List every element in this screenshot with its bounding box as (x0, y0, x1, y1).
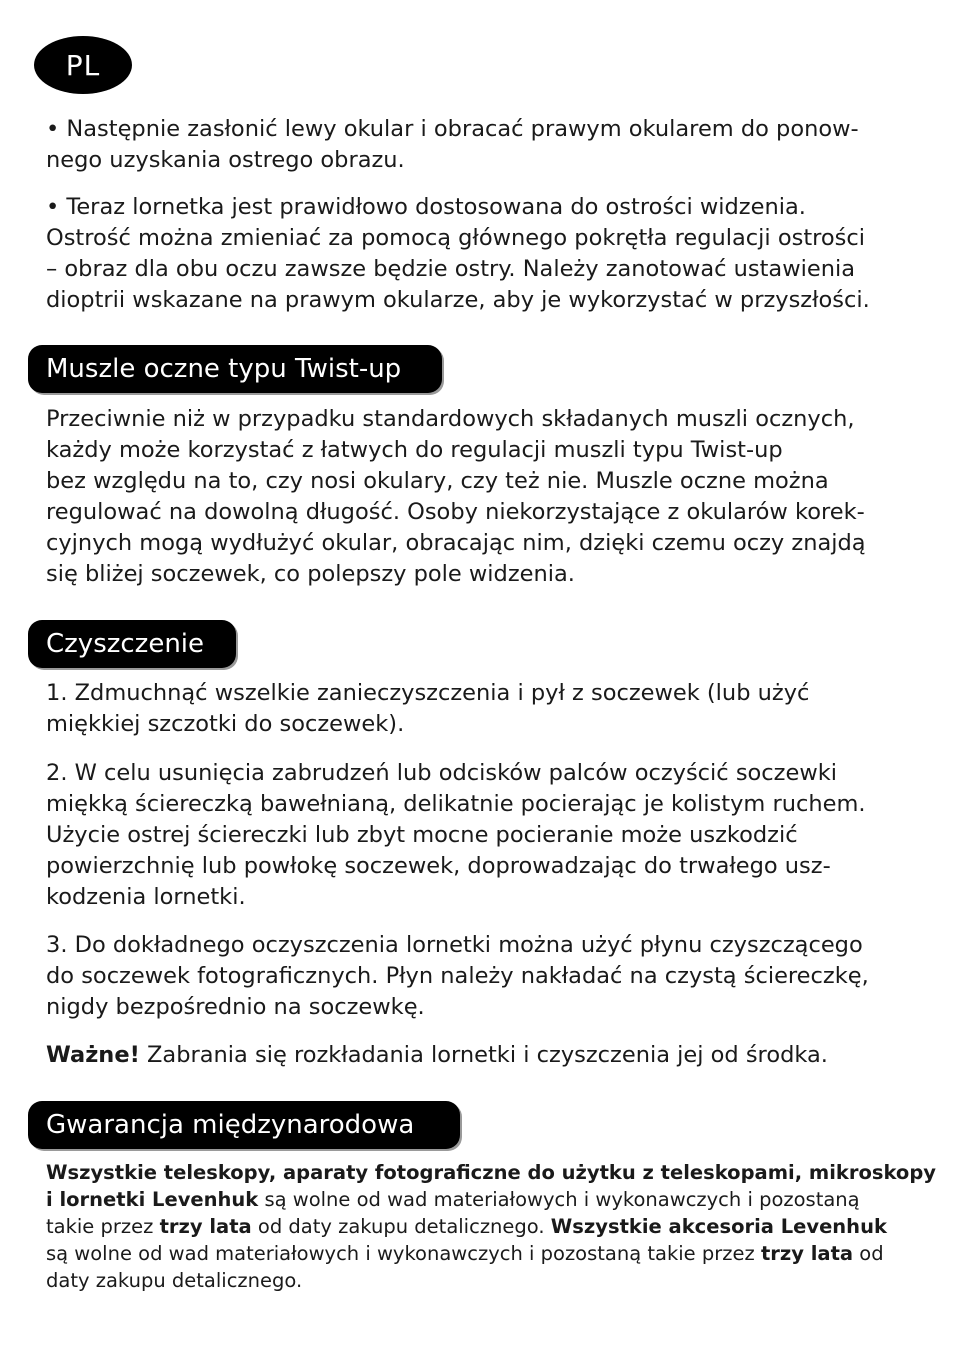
cleaning-item-2 (46, 758, 916, 913)
cleaning-item-1 (46, 678, 916, 740)
warranty-bold-text: i lornetki Levenhuk (46, 1188, 259, 1211)
text-line: bez względu na to, czy nosi okulary, czy też nie. Muszle oczne można (46, 468, 829, 494)
intro-paragraph-2 (46, 192, 916, 316)
warranty-bold-text: Wszystkie akcesoria Levenhuk (550, 1215, 887, 1238)
cleaning-item-3 (46, 930, 916, 1023)
intro-paragraph-1 (46, 114, 916, 176)
twist-up-paragraph (46, 404, 916, 590)
warranty-bold-text: trzy lata (159, 1215, 252, 1238)
text-line: Ostrość można zmieniać za pomocą głównego pokrętła regulacji ostrości (46, 225, 866, 251)
text-line: daty zakupu detalicznego. (46, 1269, 303, 1292)
warranty-text: są wolne od wad materiałowych i wykonawczych i pozostaną (258, 1188, 860, 1211)
text-line: • Następnie zasłonić lewy okular i obracać prawym okularem do ponow- (46, 116, 859, 142)
text-line (46, 1213, 926, 1240)
text-line: • Teraz lornetka jest prawidłowo dostosowana do ostrości widzenia. (46, 194, 806, 220)
text-line: powierzchnię lub powłokę soczewek, doprowadzając do trwałego usz- (46, 853, 831, 879)
text-line: nigdy bezpośrednio na soczewkę. (46, 994, 425, 1020)
section-title: Muszle oczne typu Twist-up (46, 354, 402, 384)
text-line: 3. Do dokładnego oczyszczenia lornetki można użyć płynu czyszczącego (46, 932, 863, 958)
section-title: Czyszczenie (46, 629, 205, 659)
text-line: każdy może korzystać z łatwych do regulacji muszli typu Twist-up (46, 437, 783, 463)
important-text: Zabrania się rozkładania lornetki i czyszczenia jej od środka. (139, 1042, 828, 1068)
language-code: PL (65, 48, 101, 82)
warranty-paragraph (46, 1159, 937, 1294)
language-badge (34, 36, 132, 94)
text-line: miękką ściereczką bawełnianą, delikatnie pocierając je kolistym ruchem. (46, 791, 866, 817)
text-line: 1. Zdmuchnąć wszelkie zanieczyszczenia i pył z soczewek (lub użyć (46, 680, 810, 706)
text-line: nego uzyskania ostrego obrazu. (46, 147, 405, 173)
warranty-text: takie przez (46, 1215, 160, 1238)
text-line (46, 1040, 916, 1071)
section-header-warranty (28, 1101, 460, 1149)
text-line (46, 1240, 926, 1267)
important-label: Ważne! (46, 1042, 140, 1068)
warranty-bold-text: trzy lata (760, 1242, 854, 1265)
text-line: Użycie ostrej ściereczki lub zbyt mocne pocieranie może uszkodzić (46, 822, 798, 848)
text-line: miękkiej szczotki do soczewek). (46, 711, 405, 737)
section-title: Gwarancja międzynarodowa (46, 1110, 415, 1140)
text-line: się bliżej soczewek, co polepszy pole widzenia. (46, 561, 575, 587)
text-line: 2. W celu usunięcia zabrudzeń lub odcisków palców oczyścić soczewki (46, 760, 838, 786)
warranty-bold-text: Wszystkie teleskopy, aparaty fotograficzne do użytku z teleskopami, mikroskopy (46, 1161, 937, 1184)
section-header-cleaning (28, 620, 236, 668)
text-line: Przeciwnie niż w przypadku standardowych składanych muszli ocznych, (46, 406, 855, 432)
warranty-text: od (853, 1242, 884, 1265)
text-line: kodzenia lornetki. (46, 884, 246, 910)
text-line: regulować na dowolną długość. Osoby niekorzystające z okularów korek- (46, 499, 865, 525)
text-line (46, 1159, 937, 1186)
text-line: – obraz dla obu oczu zawsze będzie ostry. Należy zanotować ustawienia (46, 256, 856, 282)
text-line: do soczewek fotograficznych. Płyn należy nakładać na czystą ściereczkę, (46, 963, 869, 989)
warranty-text: są wolne od wad materiałowych i wykonawczych i pozostaną takie przez (46, 1242, 761, 1265)
text-line (46, 1186, 926, 1213)
important-note (46, 1040, 916, 1071)
text-line: cyjnych mogą wydłużyć okular, obracając nim, dzięki czemu oczy znajdą (46, 530, 866, 556)
text-line: dioptrii wskazane na prawym okularze, aby je wykorzystać w przyszłości. (46, 287, 870, 313)
warranty-text: od daty zakupu detalicznego. (251, 1215, 551, 1238)
section-header-twist-up (28, 345, 442, 393)
